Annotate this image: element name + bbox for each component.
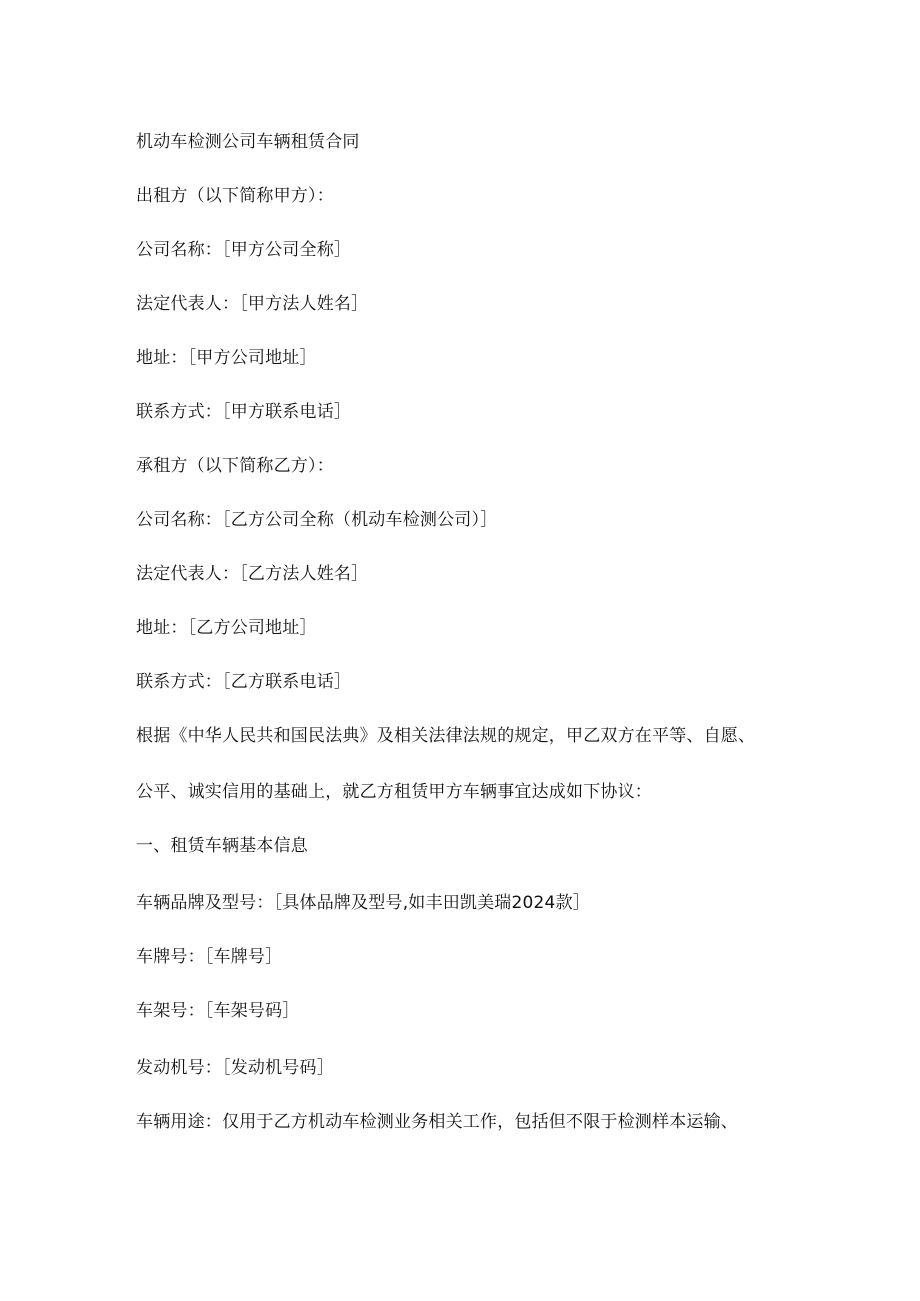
contract-title: 机动车检测公司车辆租赁合同 (136, 132, 360, 152)
preamble-line-1: 根据《中华人民共和国民法典》及相关法律法规的规定，甲乙双方在平等、自愿、 (136, 726, 756, 746)
lessor-heading: 出租方（以下简称甲方）： (136, 186, 334, 206)
vin-number: 车架号：［车架号码］ (136, 1001, 300, 1021)
lessor-contact: 联系方式：［甲方联系电话］ (136, 402, 352, 422)
lessee-address: 地址：［乙方公司地址］ (136, 618, 317, 638)
lessor-address: 地址：［甲方公司地址］ (136, 348, 317, 368)
engine-number: 发动机号：［发动机号码］ (136, 1058, 334, 1078)
lessor-company-name: 公司名称：［甲方公司全称］ (136, 240, 352, 260)
lessee-company-name: 公司名称：［乙方公司全称（机动车检测公司）］ (136, 510, 498, 530)
vehicle-use: 车辆用途：仅用于乙方机动车检测业务相关工作，包括但不限于检测样本运输、 (136, 1112, 738, 1132)
lessor-legal-representative: 法定代表人：［甲方法人姓名］ (136, 294, 369, 314)
plate-number: 车牌号：［车牌号］ (136, 947, 283, 967)
preamble-line-2: 公平、诚实信用的基础上，就乙方租赁甲方车辆事宜达成如下协议： (136, 782, 652, 802)
lessee-contact: 联系方式：［乙方联系电话］ (136, 672, 352, 692)
section-1-heading: 一、租赁车辆基本信息 (136, 836, 308, 856)
lessee-legal-representative: 法定代表人：［乙方法人姓名］ (136, 564, 369, 584)
lessee-heading: 承租方（以下简称乙方）： (136, 456, 334, 476)
vehicle-model: 车辆品牌及型号：［具体品牌及型号,如丰田凯美瑞2024款］ (136, 893, 590, 913)
